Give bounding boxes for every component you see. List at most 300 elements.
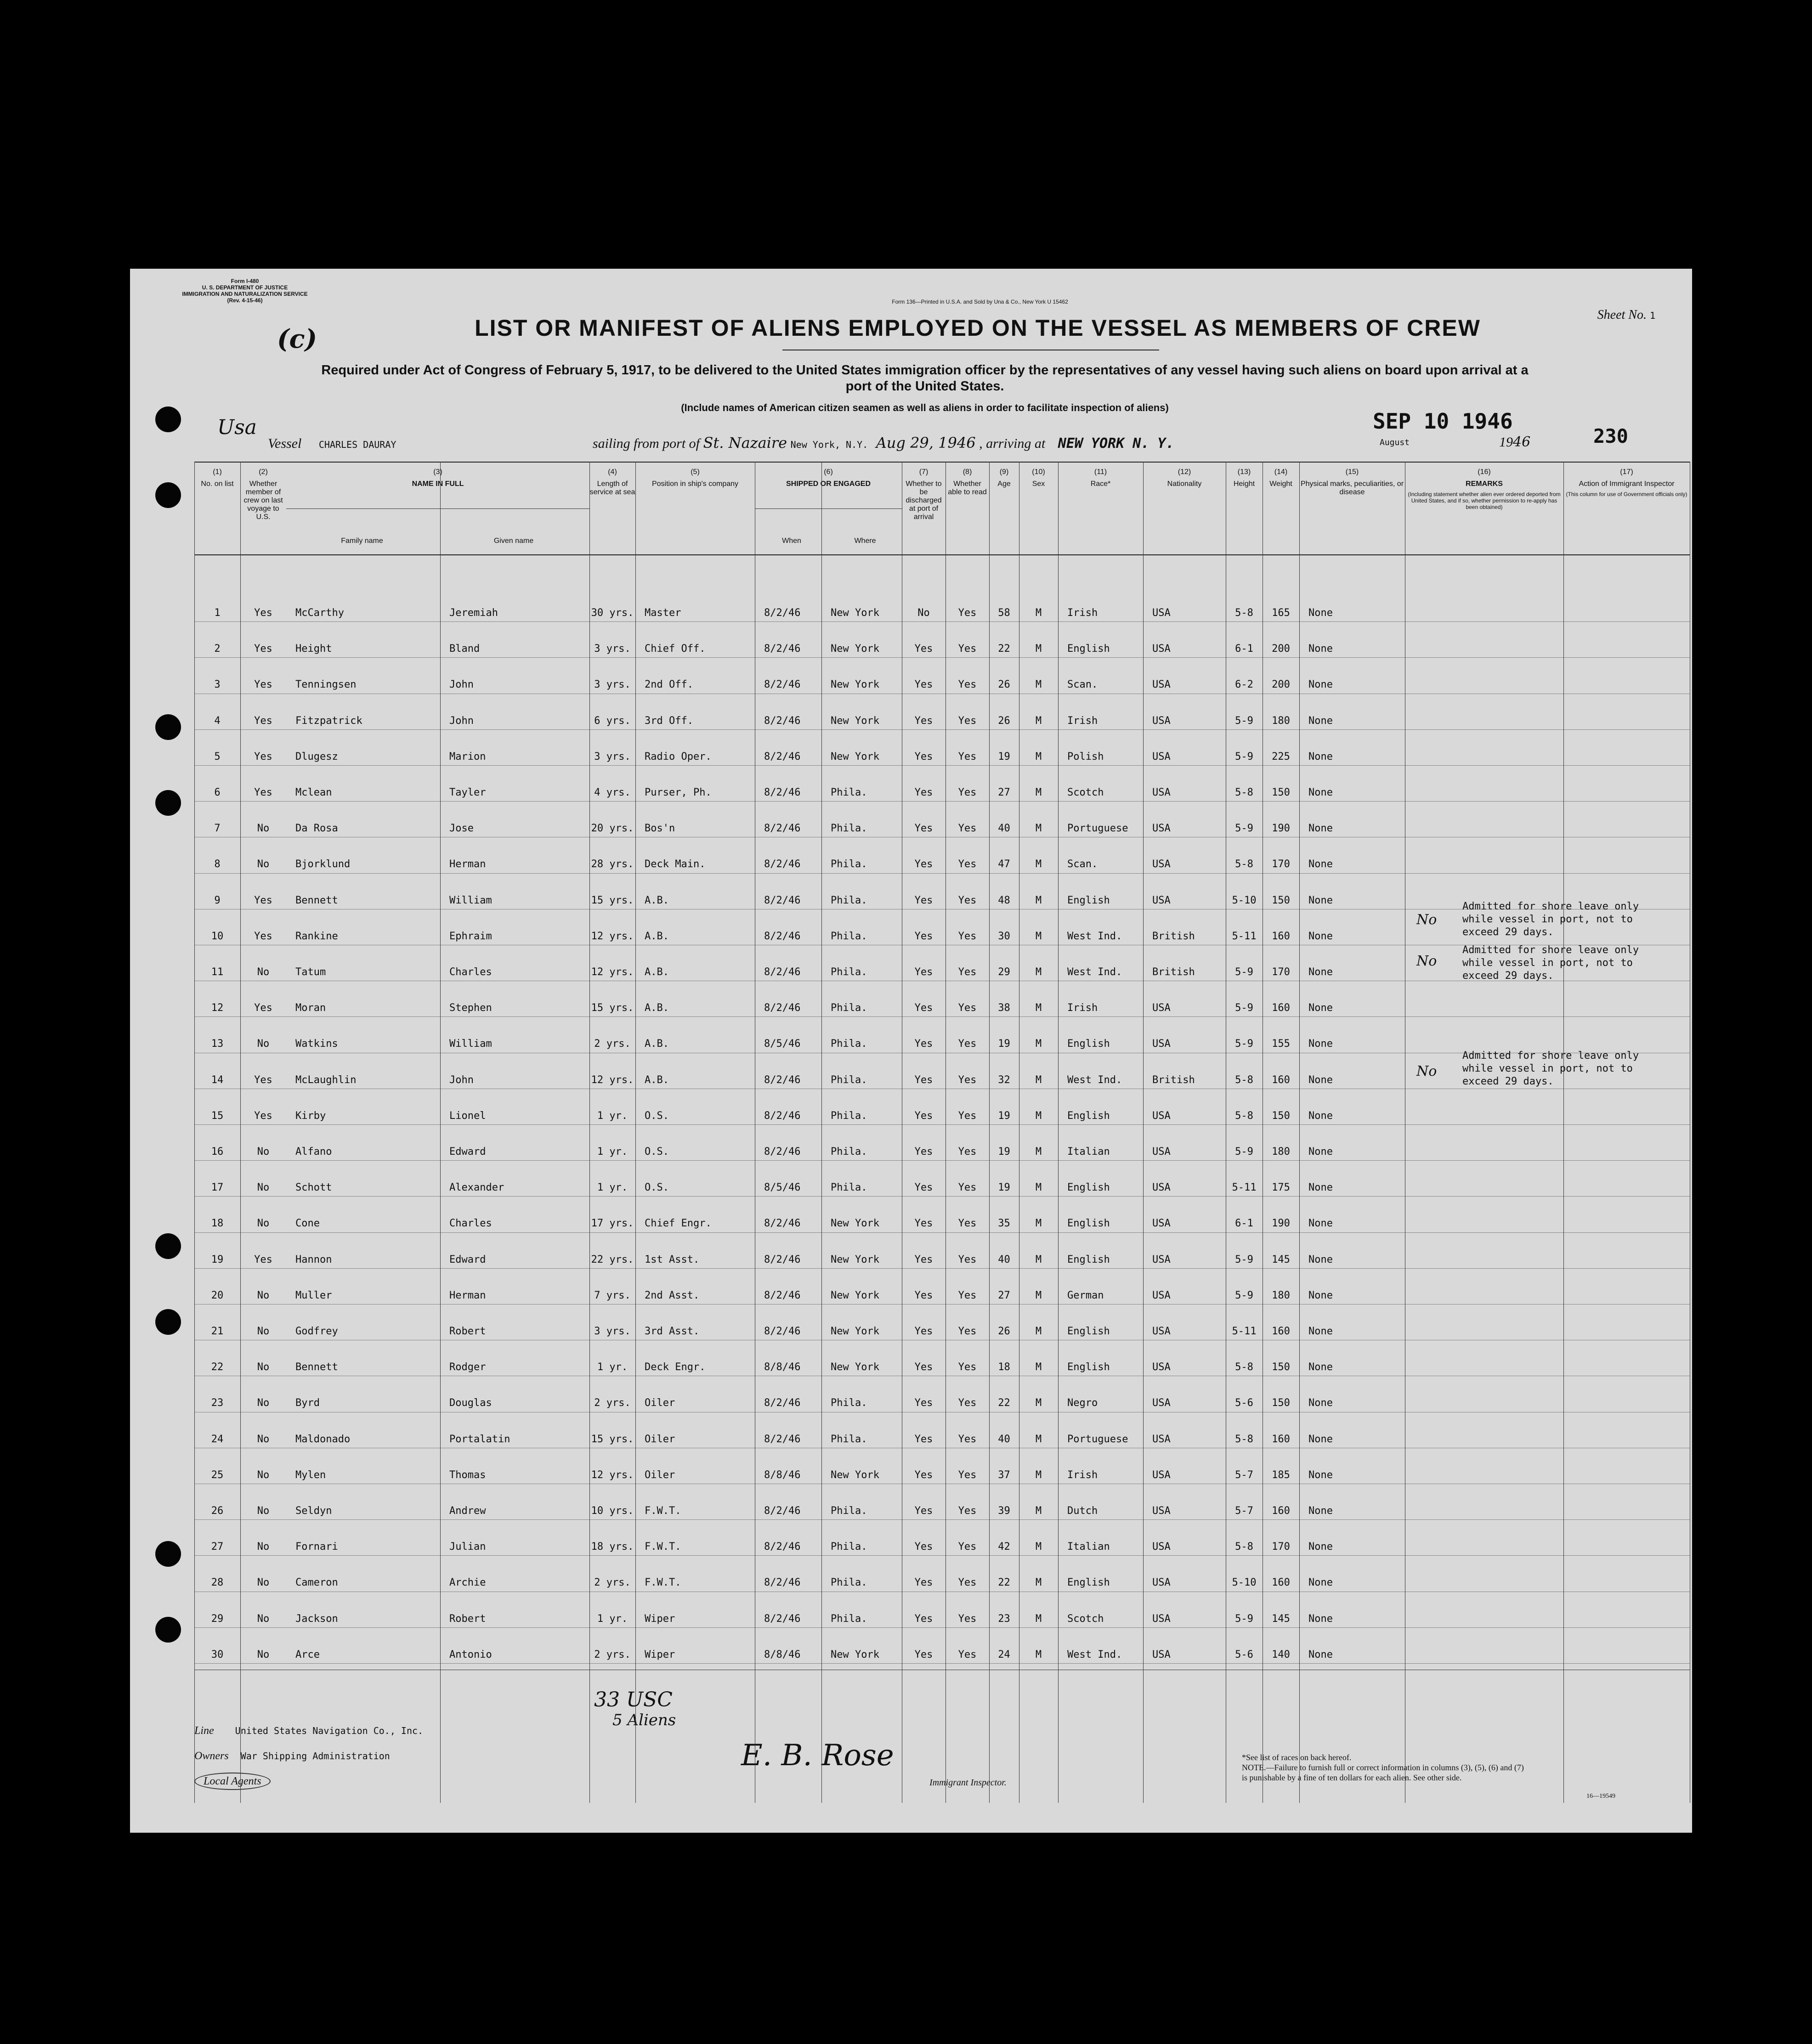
table-cell: 12 yrs. bbox=[591, 1074, 634, 1086]
punch-hole bbox=[155, 407, 181, 432]
table-cell: 8/2/46 bbox=[764, 1218, 801, 1230]
printer-line: Form 136—Printed in U.S.A. and Sold by Una & Co., New York U 15462 bbox=[892, 299, 1068, 305]
table-cell: Tatum bbox=[295, 966, 326, 978]
table-cell: 27 bbox=[998, 787, 1010, 798]
table-cell: 3 yrs. bbox=[594, 643, 631, 655]
table-cell: M bbox=[1035, 607, 1042, 619]
table-cell: 8/2/46 bbox=[764, 823, 801, 835]
table-cell: Yes bbox=[914, 787, 933, 798]
table-cell: 160 bbox=[1272, 1433, 1290, 1445]
column-rule bbox=[1143, 462, 1144, 1803]
table-cell: Negro bbox=[1067, 1397, 1098, 1409]
table-cell: No bbox=[257, 1361, 270, 1373]
table-cell: Rankine bbox=[295, 930, 338, 942]
table-cell: Watkins bbox=[295, 1038, 338, 1050]
table-row bbox=[194, 1376, 1690, 1412]
subtitle-line2: port of the United States. bbox=[845, 379, 1004, 394]
table-cell: USA bbox=[1152, 1146, 1171, 1158]
column-label: Whether to be discharged at port of arrival bbox=[906, 480, 942, 521]
table-cell: 19 bbox=[998, 751, 1010, 762]
column-number: (9) bbox=[999, 468, 1009, 476]
table-cell: Jose bbox=[449, 823, 474, 835]
table-cell: 8/2/46 bbox=[764, 1541, 801, 1553]
table-cell: None bbox=[1308, 643, 1333, 655]
table-cell: Jackson bbox=[295, 1613, 338, 1625]
table-cell: 3 yrs. bbox=[594, 1326, 631, 1337]
table-cell: Phila. bbox=[831, 1038, 867, 1050]
column-rule bbox=[635, 462, 636, 1803]
table-cell: Yes bbox=[254, 607, 272, 619]
column-number: (7) bbox=[919, 468, 929, 476]
year-value: 46 bbox=[1513, 434, 1531, 450]
table-cell: None bbox=[1308, 1649, 1333, 1660]
table-cell: F.W.T. bbox=[645, 1577, 681, 1589]
table-cell: 175 bbox=[1272, 1182, 1290, 1194]
table-cell: Irish bbox=[1067, 1002, 1098, 1014]
table-cell: None bbox=[1308, 1397, 1333, 1409]
table-cell: No bbox=[257, 1433, 270, 1445]
punch-hole bbox=[155, 1617, 181, 1643]
column-label: Race* bbox=[1090, 480, 1111, 488]
column-subheaders bbox=[286, 537, 589, 545]
table-cell: Yes bbox=[914, 823, 933, 835]
table-cell: Phila. bbox=[831, 894, 867, 906]
column-rule bbox=[589, 462, 590, 1803]
table-cell: Yes bbox=[958, 894, 977, 906]
table-cell: Phila. bbox=[831, 823, 867, 835]
vessel-label: Vessel bbox=[268, 436, 302, 451]
table-cell: Yes bbox=[914, 1218, 933, 1230]
line-label: Line bbox=[194, 1725, 214, 1737]
punch-hole bbox=[155, 482, 181, 508]
table-cell: 21 bbox=[211, 1326, 224, 1337]
table-cell: 1 yr. bbox=[597, 1613, 628, 1625]
table-cell: F.W.T. bbox=[645, 1541, 681, 1553]
table-cell: 8/2/46 bbox=[764, 894, 801, 906]
table-cell: 8/2/46 bbox=[764, 715, 801, 727]
table-cell: Height bbox=[295, 643, 332, 655]
table-cell: John bbox=[449, 679, 474, 691]
column-subheader: Family name bbox=[341, 537, 383, 545]
column-rule bbox=[1563, 462, 1564, 1803]
table-cell: 40 bbox=[998, 823, 1010, 835]
table-cell: 5-7 bbox=[1235, 1505, 1253, 1517]
table-cell: 12 yrs. bbox=[591, 1469, 634, 1481]
table-cell: None bbox=[1308, 1361, 1333, 1373]
page-title: LIST OR MANIFEST OF ALIENS EMPLOYED ON THE VESSEL AS MEMBERS OF CREW bbox=[475, 315, 1481, 341]
table-cell: Yes bbox=[914, 1254, 933, 1265]
table-cell: Dlugesz bbox=[295, 751, 338, 762]
aliens-total: 33 USC bbox=[594, 1688, 673, 1711]
table-cell: 160 bbox=[1272, 930, 1290, 942]
agents-field bbox=[194, 1775, 271, 1788]
table-cell: Yes bbox=[958, 966, 977, 978]
table-cell: A.B. bbox=[645, 1002, 669, 1014]
table-cell: Robert bbox=[449, 1613, 486, 1625]
table-cell: 32 bbox=[998, 1074, 1010, 1086]
table-cell: 165 bbox=[1272, 607, 1290, 619]
table-cell: Mclean bbox=[295, 787, 332, 798]
table-cell: 200 bbox=[1272, 643, 1290, 655]
table-cell: Mylen bbox=[295, 1469, 326, 1481]
table-cell: Tenningsen bbox=[295, 679, 357, 691]
table-cell: 30 bbox=[998, 930, 1010, 942]
table-cell: West Ind. bbox=[1067, 1074, 1122, 1086]
table-cell: 150 bbox=[1272, 1110, 1290, 1122]
table-cell: None bbox=[1308, 858, 1333, 870]
table-cell: 5-9 bbox=[1235, 1146, 1253, 1158]
table-cell: Deck Main. bbox=[645, 858, 706, 870]
remark-line: while vessel in port, not to bbox=[1462, 914, 1633, 925]
table-cell: None bbox=[1308, 607, 1333, 619]
column-label: Action of Immigrant Inspector bbox=[1579, 480, 1675, 488]
column-label: Whether member of crew on last voyage to U.S. bbox=[243, 480, 283, 521]
column-header bbox=[1263, 463, 1299, 554]
table-cell: 28 yrs. bbox=[591, 858, 634, 870]
table-cell: 13 bbox=[211, 1038, 224, 1050]
table-row bbox=[194, 657, 1690, 693]
table-cell: Phila. bbox=[831, 1110, 867, 1122]
table-cell: 5-9 bbox=[1235, 1289, 1253, 1301]
table-cell: 8/2/46 bbox=[764, 751, 801, 762]
table-cell: Irish bbox=[1067, 715, 1098, 727]
remark-mark: No bbox=[1416, 953, 1437, 969]
table-cell: 17 bbox=[211, 1182, 224, 1194]
table-cell: 5-9 bbox=[1235, 1002, 1253, 1014]
table-cell: Yes bbox=[958, 679, 977, 691]
form-code: 16—19549 bbox=[1586, 1793, 1615, 1800]
table-cell: Edward bbox=[449, 1254, 486, 1265]
table-cell: Alfano bbox=[295, 1146, 332, 1158]
table-cell: USA bbox=[1152, 1289, 1171, 1301]
vessel-line bbox=[268, 434, 1646, 452]
table-cell: 8/8/46 bbox=[764, 1361, 801, 1373]
table-cell: O.S. bbox=[645, 1110, 669, 1122]
table-cell: 5 bbox=[214, 751, 221, 762]
table-cell: 42 bbox=[998, 1541, 1010, 1553]
table-cell: 150 bbox=[1272, 787, 1290, 798]
remark-line: while vessel in port, not to bbox=[1462, 957, 1633, 969]
table-cell: Phila. bbox=[831, 1002, 867, 1014]
table-cell: McLaughlin bbox=[295, 1074, 357, 1086]
table-cell: 5-11 bbox=[1232, 1326, 1257, 1337]
table-cell: Scan. bbox=[1067, 858, 1098, 870]
table-cell: Yes bbox=[958, 930, 977, 942]
table-cell: 8/2/46 bbox=[764, 787, 801, 798]
table-cell: 8/2/46 bbox=[764, 1254, 801, 1265]
table-cell: 185 bbox=[1272, 1469, 1290, 1481]
table-cell: 1 yr. bbox=[597, 1146, 628, 1158]
footnote-line: is punishable by a fine of ten dollars for each alien. See other side. bbox=[1242, 1773, 1462, 1782]
table-cell: M bbox=[1035, 751, 1042, 762]
column-rule bbox=[1058, 462, 1059, 1803]
table-cell: 5-10 bbox=[1232, 894, 1257, 906]
table-cell: Yes bbox=[914, 1361, 933, 1373]
sailing-label: sailing from port of bbox=[592, 436, 700, 451]
table-cell: English bbox=[1067, 1110, 1110, 1122]
table-cell: William bbox=[449, 894, 492, 906]
table-cell: Ephraim bbox=[449, 930, 492, 942]
table-cell: New York bbox=[831, 751, 879, 762]
table-cell: M bbox=[1035, 1326, 1042, 1337]
table-cell: English bbox=[1067, 1326, 1110, 1337]
column-note: (Including statement whether alien ever ordered deported from United States, and if so, whether permission to re-apply has been obtained) bbox=[1408, 491, 1561, 510]
table-cell: A.B. bbox=[645, 1074, 669, 1086]
table-cell: 5-9 bbox=[1235, 1038, 1253, 1050]
table-cell: Scan. bbox=[1067, 679, 1098, 691]
table-cell: Deck Engr. bbox=[645, 1361, 706, 1373]
column-header bbox=[1019, 463, 1058, 554]
table-cell: 10 yrs. bbox=[591, 1505, 634, 1517]
column-rule bbox=[989, 462, 990, 1803]
table-cell: 160 bbox=[1272, 1577, 1290, 1589]
table-cell: USA bbox=[1152, 1002, 1171, 1014]
column-number: (3) bbox=[433, 468, 442, 476]
table-cell: Yes bbox=[914, 1002, 933, 1014]
table-cell: Stephen bbox=[449, 1002, 492, 1014]
table-cell: M bbox=[1035, 930, 1042, 942]
table-cell: 18 yrs. bbox=[591, 1541, 634, 1553]
column-header bbox=[194, 463, 240, 554]
table-cell: 8/2/46 bbox=[764, 1433, 801, 1445]
table-cell: Yes bbox=[254, 894, 272, 906]
table-cell: None bbox=[1308, 1505, 1333, 1517]
table-cell: M bbox=[1035, 1074, 1042, 1086]
table-cell: No bbox=[257, 1577, 270, 1589]
table-cell: 1 yr. bbox=[597, 1110, 628, 1122]
table-cell: English bbox=[1067, 1218, 1110, 1230]
table-cell: M bbox=[1035, 1433, 1042, 1445]
table-cell: 8/8/46 bbox=[764, 1649, 801, 1660]
column-number: (13) bbox=[1237, 468, 1251, 476]
table-cell: Oiler bbox=[645, 1397, 675, 1409]
column-number: (14) bbox=[1274, 468, 1288, 476]
table-cell: 5-9 bbox=[1235, 966, 1253, 978]
table-cell: 40 bbox=[998, 1433, 1010, 1445]
table-cell: 5-8 bbox=[1235, 787, 1253, 798]
service: IMMIGRATION AND NATURALIZATION SERVICE bbox=[182, 291, 308, 297]
table-cell: Yes bbox=[958, 715, 977, 727]
table-cell: 5-11 bbox=[1232, 930, 1257, 942]
table-cell: Arce bbox=[295, 1649, 320, 1660]
table-cell: British bbox=[1152, 966, 1195, 978]
table-cell: USA bbox=[1152, 1469, 1171, 1481]
line-field bbox=[194, 1725, 423, 1737]
table-cell: 2 yrs. bbox=[594, 1649, 631, 1660]
table-cell: 2nd Asst. bbox=[645, 1289, 700, 1301]
table-cell: New York bbox=[831, 607, 879, 619]
table-cell: 2 bbox=[214, 643, 221, 655]
column-number: (10) bbox=[1032, 468, 1045, 476]
table-cell: Yes bbox=[914, 1289, 933, 1301]
column-header bbox=[1058, 463, 1143, 554]
table-cell: 1 yr. bbox=[597, 1361, 628, 1373]
table-cell: 15 yrs. bbox=[591, 894, 634, 906]
table-cell: 150 bbox=[1272, 894, 1290, 906]
table-cell: West Ind. bbox=[1067, 930, 1122, 942]
table-cell: M bbox=[1035, 643, 1042, 655]
table-cell: New York bbox=[831, 1218, 879, 1230]
table-cell: USA bbox=[1152, 1649, 1171, 1660]
table-cell: 5-9 bbox=[1235, 823, 1253, 835]
table-cell: Yes bbox=[958, 1613, 977, 1625]
table-cell: 3 yrs. bbox=[594, 751, 631, 762]
table-cell: Yes bbox=[958, 1505, 977, 1517]
column-label: REMARKS bbox=[1466, 480, 1503, 488]
column-header bbox=[589, 463, 635, 554]
table-cell: New York bbox=[831, 1326, 879, 1337]
table-cell: 8/2/46 bbox=[764, 1146, 801, 1158]
table-cell: Yes bbox=[958, 1577, 977, 1589]
table-cell: Yes bbox=[914, 1074, 933, 1086]
table-cell: 8/2/46 bbox=[764, 930, 801, 942]
table-cell: 5-9 bbox=[1235, 751, 1253, 762]
remark-text bbox=[1462, 1050, 1639, 1088]
table-cell: Yes bbox=[958, 1218, 977, 1230]
table-cell: English bbox=[1067, 643, 1110, 655]
column-header bbox=[1563, 463, 1690, 554]
table-cell: 8/2/46 bbox=[764, 858, 801, 870]
table-cell: New York bbox=[831, 679, 879, 691]
table-cell: Yes bbox=[254, 643, 272, 655]
arriving-label: , arriving at bbox=[979, 436, 1046, 451]
table-cell: 8/2/46 bbox=[764, 1613, 801, 1625]
table-cell: West Ind. bbox=[1067, 1649, 1122, 1660]
table-cell: 8/2/46 bbox=[764, 679, 801, 691]
table-row bbox=[194, 1519, 1690, 1555]
table-cell: USA bbox=[1152, 1218, 1171, 1230]
manifest-number: 230 bbox=[1593, 425, 1628, 447]
arrival-month: August bbox=[1380, 438, 1410, 447]
table-row bbox=[194, 981, 1690, 1016]
column-note: (This column for use of Government officials only) bbox=[1566, 491, 1687, 497]
table-cell: 2 yrs. bbox=[594, 1577, 631, 1589]
table-cell: William bbox=[449, 1038, 492, 1050]
table-cell: Yes bbox=[914, 1326, 933, 1337]
table-cell: Yes bbox=[958, 1649, 977, 1660]
table-cell: USA bbox=[1152, 1254, 1171, 1265]
column-number: (16) bbox=[1478, 468, 1491, 476]
subtitle-line3: (Include names of American citizen seamen as well as aliens in order to facilitate inspection of aliens) bbox=[681, 402, 1169, 413]
table-cell: None bbox=[1308, 1074, 1333, 1086]
table-cell: Bjorklund bbox=[295, 858, 351, 870]
table-cell: No bbox=[257, 966, 270, 978]
table-cell: USA bbox=[1152, 1505, 1171, 1517]
table-cell: Wiper bbox=[645, 1613, 675, 1625]
table-cell: 8/2/46 bbox=[764, 1505, 801, 1517]
table-cell: Scotch bbox=[1067, 1613, 1104, 1625]
table-cell: Yes bbox=[914, 751, 933, 762]
table-cell: M bbox=[1035, 679, 1042, 691]
table-cell: Yes bbox=[914, 1541, 933, 1553]
table-cell: 5-8 bbox=[1235, 858, 1253, 870]
table-row bbox=[194, 1592, 1690, 1627]
table-cell: 7 bbox=[214, 823, 221, 835]
table-cell: 200 bbox=[1272, 679, 1290, 691]
table-cell: 145 bbox=[1272, 1613, 1290, 1625]
table-cell: Yes bbox=[914, 1182, 933, 1194]
table-cell: 170 bbox=[1272, 858, 1290, 870]
table-cell: 29 bbox=[211, 1613, 224, 1625]
column-rule bbox=[440, 462, 441, 1803]
table-cell: 5-8 bbox=[1235, 1433, 1253, 1445]
table-cell: Phila. bbox=[831, 1182, 867, 1194]
table-cell: Bennett bbox=[295, 894, 338, 906]
table-cell: Yes bbox=[958, 787, 977, 798]
table-row bbox=[194, 801, 1690, 837]
table-cell: 35 bbox=[998, 1218, 1010, 1230]
table-cell: Phila. bbox=[831, 1074, 867, 1086]
table-cell: M bbox=[1035, 1397, 1042, 1409]
table-cell: 160 bbox=[1272, 1326, 1290, 1337]
footnote-line: NOTE.—Failure to furnish full or correct information in columns (3), (5), (6) and (7) bbox=[1242, 1763, 1524, 1772]
table-cell: Italian bbox=[1067, 1146, 1110, 1158]
footnote-line: *See list of races on back hereof. bbox=[1242, 1753, 1352, 1762]
table-row bbox=[194, 621, 1690, 657]
table-cell: Phila. bbox=[831, 966, 867, 978]
table-cell: No bbox=[257, 1218, 270, 1230]
remark-line: while vessel in port, not to bbox=[1462, 1063, 1633, 1074]
column-subheaders bbox=[755, 537, 902, 545]
table-cell: Yes bbox=[254, 1074, 272, 1086]
table-row bbox=[194, 729, 1690, 765]
table-cell: 27 bbox=[211, 1541, 224, 1553]
table-cell: Wiper bbox=[645, 1649, 675, 1660]
table-cell: Yes bbox=[914, 930, 933, 942]
table-cell: Polish bbox=[1067, 751, 1104, 762]
table-cell: Portuguese bbox=[1067, 1433, 1128, 1445]
table-cell: 8/2/46 bbox=[764, 1326, 801, 1337]
table-cell: 170 bbox=[1272, 966, 1290, 978]
table-cell: 4 yrs. bbox=[594, 787, 631, 798]
table-cell: 20 yrs. bbox=[591, 823, 634, 835]
table-cell: Scotch bbox=[1067, 787, 1104, 798]
table-cell: John bbox=[449, 715, 474, 727]
table-cell: Yes bbox=[914, 715, 933, 727]
table-cell: 2 yrs. bbox=[594, 1397, 631, 1409]
table-cell: USA bbox=[1152, 643, 1171, 655]
table-cell: None bbox=[1308, 1002, 1333, 1014]
subtitle-line1: Required under Act of Congress of February 5, 1917, to be delivered to the United States immigration officer by the representatives of any vessel having such aliens on board upon arrival at a bbox=[321, 363, 1529, 378]
table-cell: USA bbox=[1152, 1577, 1171, 1589]
table-cell: Seldyn bbox=[295, 1505, 332, 1517]
revision: (Rev. 4-15-46) bbox=[227, 297, 263, 304]
table-cell: None bbox=[1308, 787, 1333, 798]
table-cell: Oiler bbox=[645, 1469, 675, 1481]
table-cell: M bbox=[1035, 966, 1042, 978]
table-cell: 30 yrs. bbox=[591, 607, 634, 619]
table-cell: 22 bbox=[998, 643, 1010, 655]
table-row bbox=[194, 1412, 1690, 1448]
inspector-signature: E. B. Rose bbox=[741, 1739, 894, 1773]
table-cell: Bland bbox=[449, 643, 480, 655]
table-cell: No bbox=[257, 1505, 270, 1517]
table-cell: Yes bbox=[958, 1469, 977, 1481]
table-cell: 22 bbox=[998, 1397, 1010, 1409]
table-cell: Robert bbox=[449, 1326, 486, 1337]
table-cell: 12 bbox=[211, 1002, 224, 1014]
footnote bbox=[1242, 1752, 1646, 1783]
table-cell: M bbox=[1035, 1002, 1042, 1014]
table-cell: Phila. bbox=[831, 1433, 867, 1445]
table-cell: 5-6 bbox=[1235, 1397, 1253, 1409]
table-cell: None bbox=[1308, 1433, 1333, 1445]
table-cell: 5-8 bbox=[1235, 607, 1253, 619]
table-cell: M bbox=[1035, 1613, 1042, 1625]
table-cell: Portuguese bbox=[1067, 823, 1128, 835]
table-row bbox=[194, 1124, 1690, 1160]
table-cell: 5-7 bbox=[1235, 1469, 1253, 1481]
